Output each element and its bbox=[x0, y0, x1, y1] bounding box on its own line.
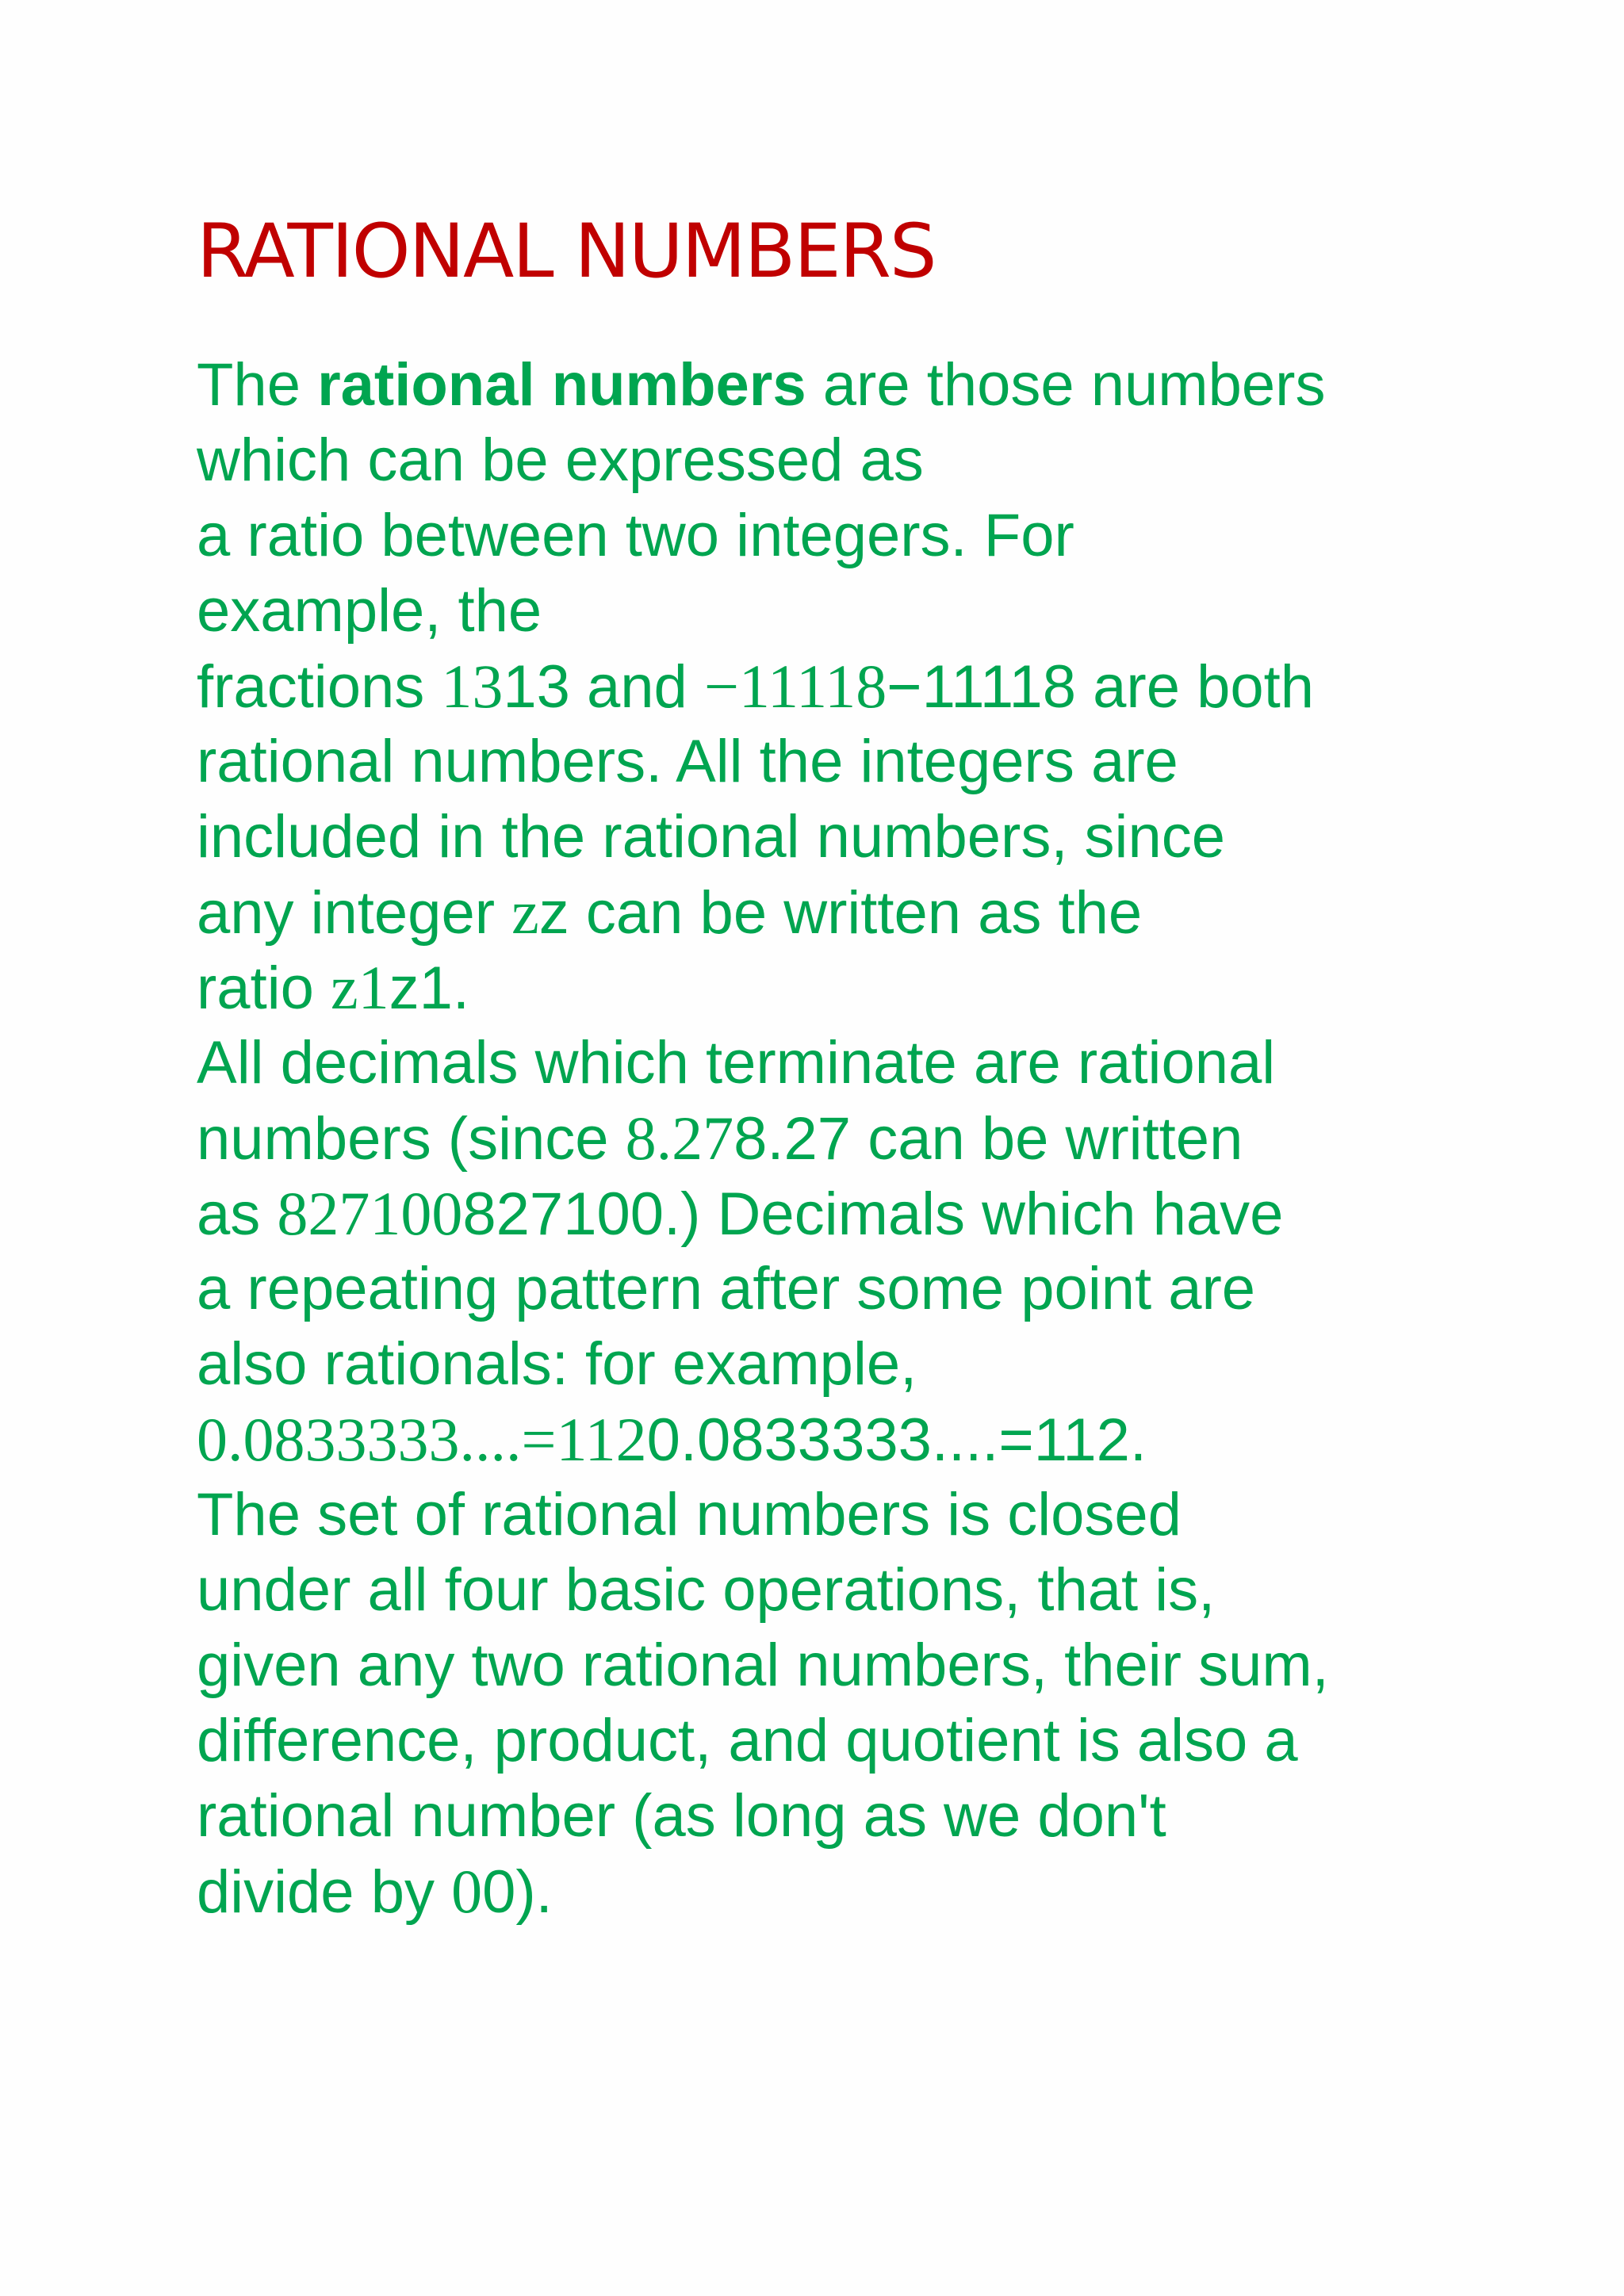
text-run: included in the rational numbers, since bbox=[197, 803, 1225, 871]
text-run: 13 and bbox=[503, 653, 704, 721]
text-run: divide by bbox=[197, 1858, 452, 1926]
text-run: example, the bbox=[197, 577, 542, 645]
text-line bbox=[197, 1100, 1513, 1176]
text-run: rational number (as long as we don't bbox=[197, 1782, 1166, 1850]
text-run: numbers (since bbox=[197, 1105, 626, 1173]
text-line bbox=[197, 423, 1513, 498]
text-run: difference, product, and quotient is also a bbox=[197, 1707, 1298, 1774]
text-line bbox=[197, 1176, 1513, 1251]
text-run: The bbox=[197, 351, 318, 419]
text-line bbox=[197, 498, 1513, 573]
body-paragraph bbox=[197, 347, 1513, 1929]
text-run: z can be written as the bbox=[538, 879, 1143, 947]
math-expression: 13 bbox=[441, 652, 504, 721]
text-run: given any two rational numbers, their sum, bbox=[197, 1632, 1329, 1699]
text-line bbox=[197, 1628, 1513, 1703]
text-run: fractions bbox=[197, 653, 442, 721]
math-expression: 0 bbox=[451, 1857, 483, 1926]
text-line bbox=[197, 649, 1513, 724]
text-line bbox=[197, 950, 1513, 1025]
text-run: 0.0833333....=112. bbox=[646, 1406, 1147, 1474]
text-run: rational numbers. All the integers are bbox=[197, 728, 1178, 795]
text-run: The set of rational numbers is closed bbox=[197, 1481, 1182, 1548]
math-expression: 8.27 bbox=[625, 1104, 734, 1173]
text-line bbox=[197, 874, 1513, 950]
text-run: are those numbers bbox=[806, 351, 1326, 419]
text-line bbox=[197, 1552, 1513, 1628]
text-run: which can be expressed as bbox=[197, 427, 924, 494]
text-run: any integer bbox=[197, 879, 512, 947]
text-run: as bbox=[197, 1181, 278, 1248]
page-title: RATIONAL NUMBERS bbox=[197, 209, 936, 295]
text-run: −11118 are both bbox=[887, 653, 1315, 721]
math-expression: −11118 bbox=[703, 652, 887, 721]
text-run: 8.27 can be written bbox=[733, 1105, 1243, 1173]
text-run: a ratio between two integers. For bbox=[197, 502, 1074, 569]
text-line bbox=[197, 799, 1513, 874]
text-run: a repeating pattern after some point are bbox=[197, 1255, 1256, 1322]
text-run: under all four basic operations, that is, bbox=[197, 1556, 1216, 1624]
bold-term: rational numbers bbox=[317, 351, 806, 419]
text-line bbox=[197, 1251, 1513, 1326]
text-line bbox=[197, 347, 1513, 423]
text-line bbox=[197, 1703, 1513, 1778]
text-line bbox=[197, 1025, 1513, 1100]
text-line bbox=[197, 724, 1513, 799]
text-line bbox=[197, 1326, 1513, 1402]
text-run: ratio bbox=[197, 955, 331, 1022]
math-expression: 827100 bbox=[277, 1179, 463, 1248]
text-line bbox=[197, 1778, 1513, 1854]
text-line bbox=[197, 1477, 1513, 1552]
text-line bbox=[197, 1402, 1513, 1477]
text-run: also rationals: for example, bbox=[197, 1330, 917, 1398]
math-expression: z1 bbox=[330, 953, 389, 1022]
math-expression: 0.0833333....=112 bbox=[197, 1405, 647, 1474]
text-line bbox=[197, 1854, 1513, 1929]
math-expression: z bbox=[511, 878, 539, 947]
text-run: All decimals which terminate are rational bbox=[197, 1029, 1276, 1096]
text-run: z1. bbox=[389, 955, 469, 1022]
text-run: 827100.) Decimals which have bbox=[462, 1181, 1284, 1248]
text-run: 0). bbox=[482, 1858, 553, 1926]
text-line bbox=[197, 573, 1513, 649]
